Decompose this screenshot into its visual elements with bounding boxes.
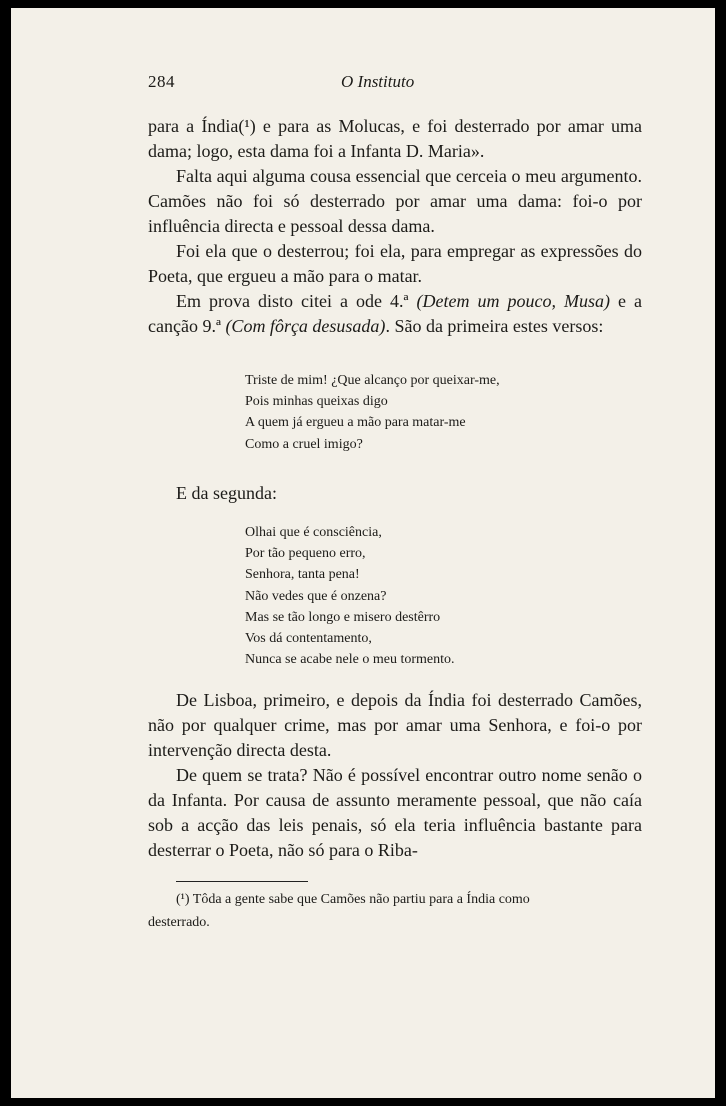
verse-intro: E da segunda: bbox=[176, 483, 277, 503]
verse-line: Por tão pequeno erro, bbox=[245, 546, 366, 562]
verse-line: Triste de mim! ¿Que alcanço por queixar-me, bbox=[245, 373, 500, 388]
verse-line: Vos dá contentamento, bbox=[245, 631, 372, 647]
canzone-title: (Com fôrça desusada) bbox=[225, 316, 386, 336]
footnote-line: desterrado. bbox=[148, 915, 210, 930]
page-number: 284 bbox=[148, 72, 175, 91]
verse-block-2 bbox=[245, 522, 605, 670]
page-header bbox=[148, 72, 548, 96]
verse-line: Nunca se acabe nele o meu tormento. bbox=[245, 652, 455, 668]
footnote-rule bbox=[176, 881, 308, 882]
footnote-line: (¹) Tôda a gente sabe que Camões não partiu para a Índia como bbox=[176, 892, 530, 907]
verse-line: Pois minhas queixas digo bbox=[245, 394, 388, 410]
footnote bbox=[148, 888, 642, 934]
paragraph-continued: para a Índia(¹) e para as Molucas, e foi desterrado por amar uma dama; logo, esta dama foi a Infanta D. Maria». bbox=[148, 116, 642, 161]
verse-line: Não vedes que é onzena? bbox=[245, 588, 387, 604]
text-block-bottom bbox=[148, 688, 642, 863]
text-run: Em prova disto citei a ode 4.ª bbox=[176, 291, 417, 311]
verse-line: A quem já ergueu a mão para matar-me bbox=[245, 415, 466, 431]
verse-line: Como a cruel imigo? bbox=[245, 436, 363, 452]
text-block-top bbox=[148, 114, 642, 339]
paragraph: De quem se trata? Não é possível encontrar outro nome senão o da Infanta. Por causa de assunto meramente pessoal, que não caía sob a acção das leis penais, só ela teria influência bastante para desterrar o Poeta, não só para o Riba- bbox=[148, 765, 642, 860]
paragraph-citation bbox=[148, 289, 642, 339]
text-run: e a canção 9.ª bbox=[148, 291, 643, 336]
verse-line: Olhai que é consciência, bbox=[245, 525, 382, 540]
running-title: O Instituto bbox=[341, 72, 415, 91]
verse-block-1 bbox=[245, 370, 605, 455]
paragraph: Falta aqui alguma cousa essencial que cerceia o meu argumento. Camões não foi só desterrado por amar uma dama: foi-o por influência directa e pessoal dessa dama. bbox=[148, 166, 642, 236]
ode-title: (Detem um pouco, Musa) bbox=[416, 291, 610, 311]
paragraph: De Lisboa, primeiro, e depois da Índia foi desterrado Camões, não por qualquer crime, mas por amar uma Senhora, e foi-o por intervenção directa desta. bbox=[148, 690, 642, 760]
paragraph: Foi ela que o desterrou; foi ela, para empregar as expressões do Poeta, que ergueu a mão para o matar. bbox=[148, 241, 642, 286]
verse-line: Senhora, tanta pena! bbox=[245, 567, 360, 583]
verse-line: Mas se tão longo e misero destêrro bbox=[245, 609, 441, 625]
text-run: . São da primeira estes versos: bbox=[385, 316, 604, 336]
